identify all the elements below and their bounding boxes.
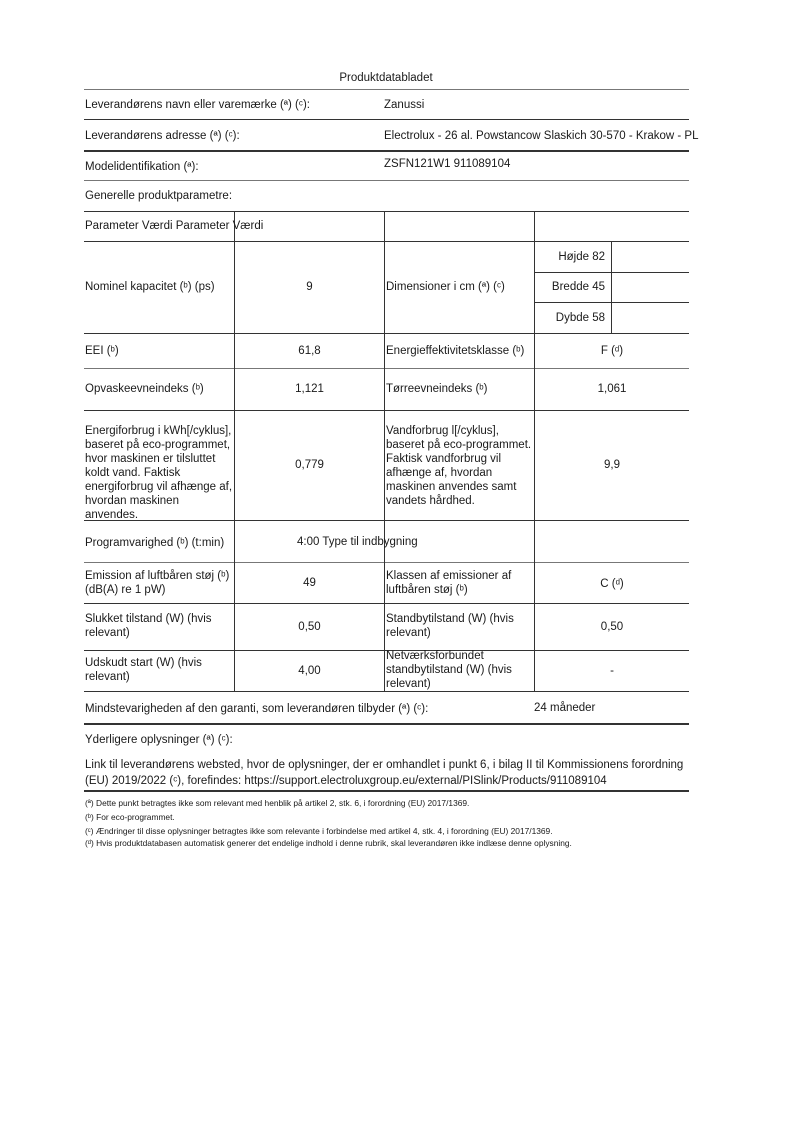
general-params-heading: Generelle produktparametre: <box>85 190 233 202</box>
footnote-b: (ᵇ) For eco-programmet. <box>85 812 175 822</box>
dimension-width: Bredde 45 <box>551 281 605 293</box>
model-id-value: ZSFN121W1 911089104 <box>384 158 511 170</box>
value-nominal-capacity: 9 <box>306 281 313 293</box>
value-off-mode: 0,50 <box>298 620 321 633</box>
model-id-label: Modelidentifikation (ª): <box>85 161 199 173</box>
document-title: Produktdatabladet <box>339 72 433 84</box>
param-drying-index: Tørreevneindeks (ᵇ) <box>386 383 488 395</box>
divider <box>84 150 689 152</box>
param-energy-consumption: Energiforbrug i kWh[/cyklus], baseret på eco-programmet, hvor maskinen er tilsluttet koldt vand. Faktisk energiforbrug vil afhænge af, hvordan maskinen anvendes. <box>85 425 233 521</box>
table-top-border <box>84 211 689 212</box>
supplier-address-label: Leverandørens adresse (ª) (ᶜ): <box>85 130 240 142</box>
warranty-value: 24 måneder <box>534 702 596 714</box>
param-standby-mode: Standbytilstand (W) (hvis relevant) <box>386 613 514 639</box>
param-noise-emission: Emission af luftbåren støj (ᵇ) (dB(A) re 1 pW) <box>85 570 230 596</box>
table-header: Parameter Værdi Parameter Værdi <box>85 220 264 232</box>
param-networked-standby: Netværksforbundet standbytilstand (W) (hvis relevant) <box>386 650 512 690</box>
divider <box>84 119 689 120</box>
value-energy-consumption: 0,779 <box>295 459 324 471</box>
value-energy-class: F (ᵈ) <box>600 344 624 357</box>
dimension-col-border <box>611 241 612 333</box>
footnote-a: (ª) Dette punkt betragtes ikke som relevant med henblik på artikel 2, stk. 6, i forordning (EU) 2017/1369. <box>85 798 470 808</box>
additional-info-line1: Link til leverandørens websted, hvor de oplysninger, der er omhandlet i punkt 6, i bilag II til Kommissionens forordning <box>85 759 684 771</box>
divider <box>84 790 689 792</box>
value-networked-standby: - <box>610 664 614 677</box>
param-eei: EEI (ᵇ) <box>85 344 119 357</box>
supplier-name-label: Leverandørens navn eller varemærke (ª) (ᶜ): <box>85 99 310 111</box>
value-cleaning-index: 1,121 <box>295 383 324 395</box>
divider <box>84 723 689 725</box>
table-bottom-border <box>84 691 689 692</box>
value-delay-start: 4,00 <box>298 664 321 677</box>
param-delay-start: Udskudt start (W) (hvis relevant) <box>85 657 202 683</box>
warranty-label: Mindstevarigheden af den garanti, som leverandøren tilbyder (ª) (ᶜ): <box>85 703 429 715</box>
param-off-mode: Slukket tilstand (W) (hvis relevant) <box>85 613 212 639</box>
param-program-duration: Programvarighed (ᵇ) (t:min) <box>85 537 225 549</box>
value-water-consumption: 9,9 <box>604 459 620 471</box>
additional-info-link[interactable]: (EU) 2019/2022 (ᶜ), forefindes: https://support.electroluxgroup.eu/external/PISlink/Products/911089104 <box>85 775 607 787</box>
value-drying-index: 1,061 <box>597 383 627 395</box>
param-energy-class: Energieffektivitetsklasse (ᵇ) <box>386 344 525 357</box>
footnote-d: (ᵈ) Hvis produktdatabasen automatisk generer det endelige indhold i denne rubrik, skal leverandøren ikke indlæse denne oplysning. <box>85 838 572 848</box>
value-noise-class: C (ᵈ) <box>600 578 624 590</box>
param-dimensions: Dimensioner i cm (ª) (ᶜ) <box>386 281 505 293</box>
divider <box>84 89 689 90</box>
divider <box>84 180 689 181</box>
value-noise-emission: 49 <box>303 576 316 589</box>
value-eei: 61,8 <box>298 344 321 357</box>
param-noise-class: Klassen af emissioner af luftbåren støj (ᵇ) <box>386 570 512 596</box>
dimension-height: Højde 82 <box>558 250 605 263</box>
footnote-c: (ᶜ) Ændringer til disse oplysninger betragtes ikke som relevante i forbindelse med artikel 4, stk. 4, i forordning (EU) 2017/1369. <box>85 826 553 836</box>
table-col-border <box>384 211 385 691</box>
param-nominal-capacity: Nominel kapacitet (ᵇ) (ps) <box>85 281 215 293</box>
param-cleaning-index: Opvaskeevneindeks (ᵇ) <box>85 383 204 395</box>
dimension-depth: Dybde 58 <box>555 311 605 324</box>
supplier-name-value: Zanussi <box>384 99 425 111</box>
value-program-duration: 4:00 Type til indbygning <box>297 536 418 548</box>
supplier-address-value: Electrolux - 26 al. Powstancow Slaskich 30-570 - Krakow - PL <box>384 130 699 142</box>
value-standby-mode: 0,50 <box>600 620 624 633</box>
additional-info-label: Yderligere oplysninger (ª) (ᶜ): <box>85 734 233 746</box>
param-water-consumption: Vandforbrug l[/cyklus], baseret på eco-programmet. Faktisk vandforbrug vil afhænge af, hvordan maskinen anvendes samt vandets hårdhed. <box>386 425 532 507</box>
